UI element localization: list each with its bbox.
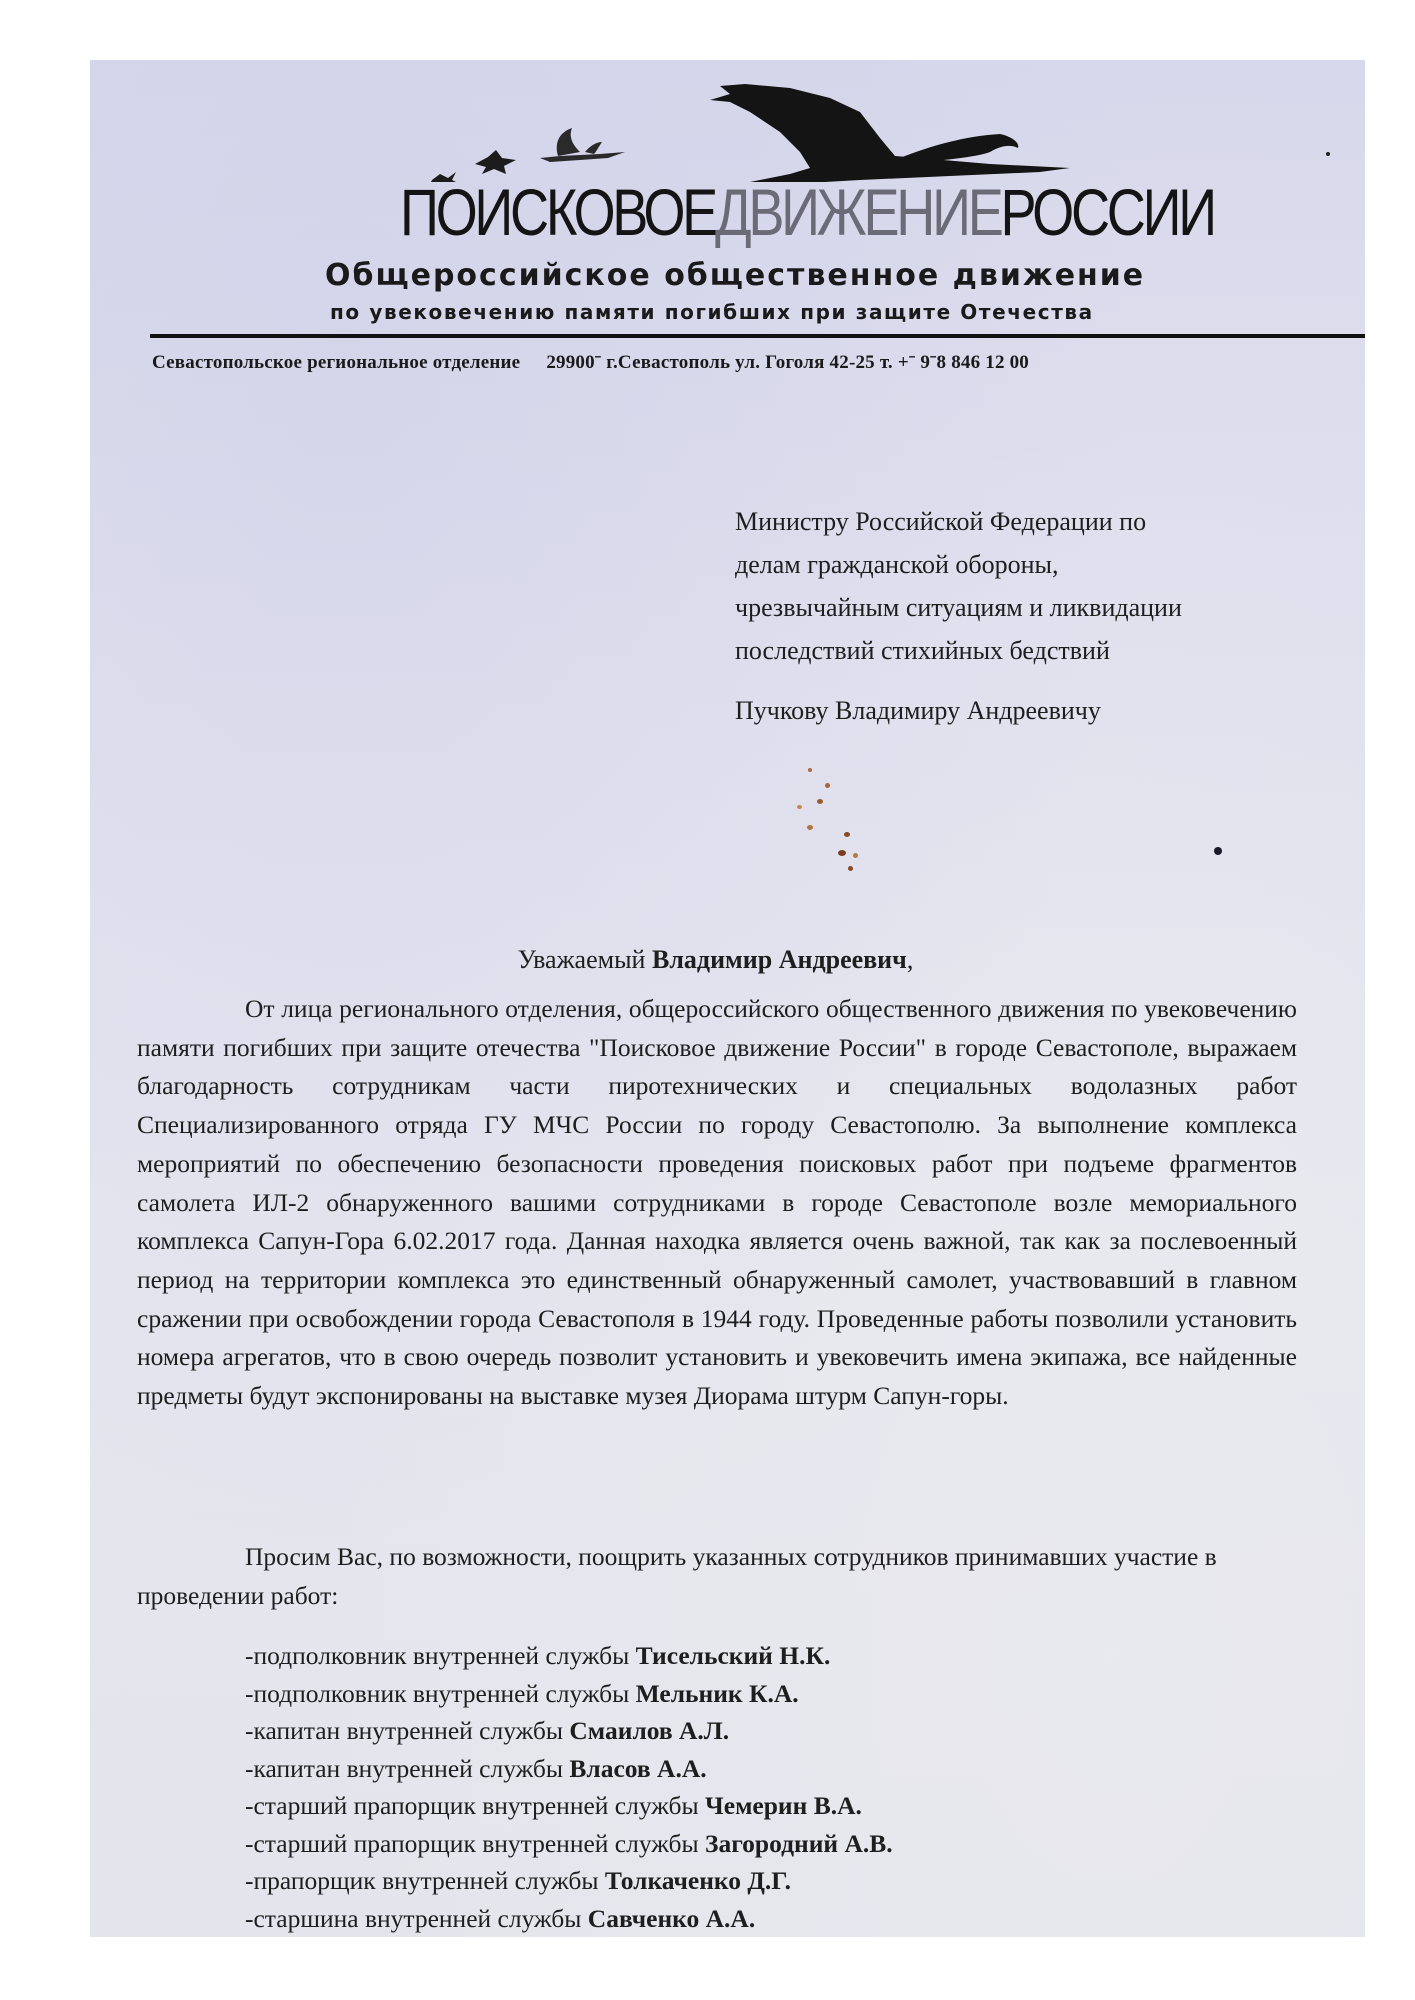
salutation: Уважаемый Владимир Андреевич,	[517, 945, 914, 974]
addressee-block	[735, 500, 1295, 732]
small-crane-wing-icon	[557, 128, 580, 156]
staff-list-item: -капитан внутренней службы Смаилов А.Л.	[245, 1716, 730, 1745]
star-icon	[475, 150, 516, 174]
large-crane-icon	[710, 84, 1070, 182]
staff-name: Савченко А.А.	[587, 1903, 756, 1933]
staff-list-item: -прапорщик внутренней службы Толкаченко Д.Г.	[245, 1866, 792, 1895]
organization-name: Общероссийское общественное движение	[325, 258, 1146, 293]
stain-speck	[844, 832, 850, 837]
salutation-name: Владимир Андреевич	[651, 945, 907, 974]
organization-logo	[390, 72, 1214, 252]
staff-name: Мельник К.А.	[635, 1678, 799, 1708]
body-paragraph: Просим Вас, по возможности, поощрить указанных сотрудников принимавших участие в проведении работ:	[137, 1542, 1217, 1610]
stain-speck	[853, 853, 858, 858]
ink-dot	[1326, 152, 1330, 156]
branch-contacts	[152, 352, 1362, 374]
letter-body	[137, 990, 1297, 1416]
branch-name: Севастопольское региональное отделение	[152, 352, 521, 373]
stain-speck	[808, 768, 812, 772]
staff-name: Смаилов А.Л.	[569, 1716, 730, 1745]
staff-list	[245, 1637, 893, 1937]
staff-list-item: -капитан внутренней службы Власов А.А.	[245, 1753, 707, 1783]
addressee-line: последствий стихийных бедствий	[735, 636, 1110, 665]
letter-page	[90, 60, 1365, 1937]
small-crane-body-icon	[540, 152, 625, 162]
staff-name: Тисельский Н.К.	[635, 1641, 831, 1670]
stain-speck	[797, 805, 802, 809]
stain-speck	[825, 783, 830, 788]
large-crane-wing-icon	[900, 134, 1018, 162]
staff-list-item: -старший прапорщик внутренней службы Загородний А.В.	[245, 1828, 893, 1858]
logo-wordmark: ПОИСКОВОЕДВИЖЕНИЕРОССИИ	[400, 175, 1214, 249]
stain-speck	[848, 866, 853, 871]
ink-dot	[1214, 847, 1222, 855]
staff-list-item: -старшина внутренней службы Савченко А.А.	[245, 1903, 756, 1933]
staff-name: Власов А.А.	[569, 1753, 707, 1783]
organization-mission: по увековечению памяти погибших при защите Отечества	[330, 300, 1094, 324]
branch-address: 29900ˉ г.Севастополь ул. Гоголя 42-25 т. +ˉ 9ˉ8 846 12 00	[546, 352, 1030, 373]
addressee-line: делам гражданской обороны,	[735, 550, 1059, 579]
staff-list-item: -подполковник внутренней службы Тисельский Н.К.	[245, 1641, 831, 1670]
body-paragraph: От лица регионального отделения, общероссийского общественного движения по увековечению памяти погибших при защите отечества "Поисковое движение России" в городе Севастополе, выражаем благодарность сотрудникам части пиротехнических и специальных водолазных работ Специализированного отряда ГУ МЧС России по городу Севастополю. За выполнение комплекса мероприятий по обеспечению безопасности проведения поисковых работ при подъеме фрагментов самолета ИЛ-2 обнаруженного вашими сотрудниками в городе Севастополе возле мемориального комплекса Сапун-Гора 6.02.2017 года. Данная находка является очень важной, так как за послевоенный период на территории комплекса это единственный обнаруженный самолет, участвовавший в главном сражении при освобождении города Севастополя в 1944 году. Проведенные работы позволили установить номера агрегатов, что в свою очередь позволит установить и увековечить имена экипажа, все найденные предметы будут экспонированы на выставке музея Диорама штурм Сапун-горы.	[137, 994, 1297, 1411]
staff-name: Чемерин В.А.	[705, 1791, 862, 1820]
addressee-line: Министру Российской Федерации по	[735, 507, 1147, 536]
cranes-and-stars-icon	[390, 72, 1070, 182]
staff-list-item: -подполковник внутренней службы Мельник К.А.	[245, 1678, 799, 1708]
stain-speck	[838, 850, 846, 856]
staff-name: Толкаченко Д.Г.	[604, 1866, 792, 1895]
stain-speck	[817, 799, 823, 804]
stain-speck	[807, 825, 813, 830]
addressee-line: чрезвычайным ситуациям и ликвидации	[735, 593, 1182, 622]
request-paragraph-block	[137, 1538, 1297, 1615]
staff-name: Загородний А.В.	[705, 1828, 893, 1858]
letterhead-divider	[150, 334, 1365, 338]
addressee-name: Пучкову Владимиру Андреевичу	[735, 696, 1101, 725]
staff-list-item: -старший прапорщик внутренней службы Чемерин В.А.	[245, 1791, 862, 1820]
